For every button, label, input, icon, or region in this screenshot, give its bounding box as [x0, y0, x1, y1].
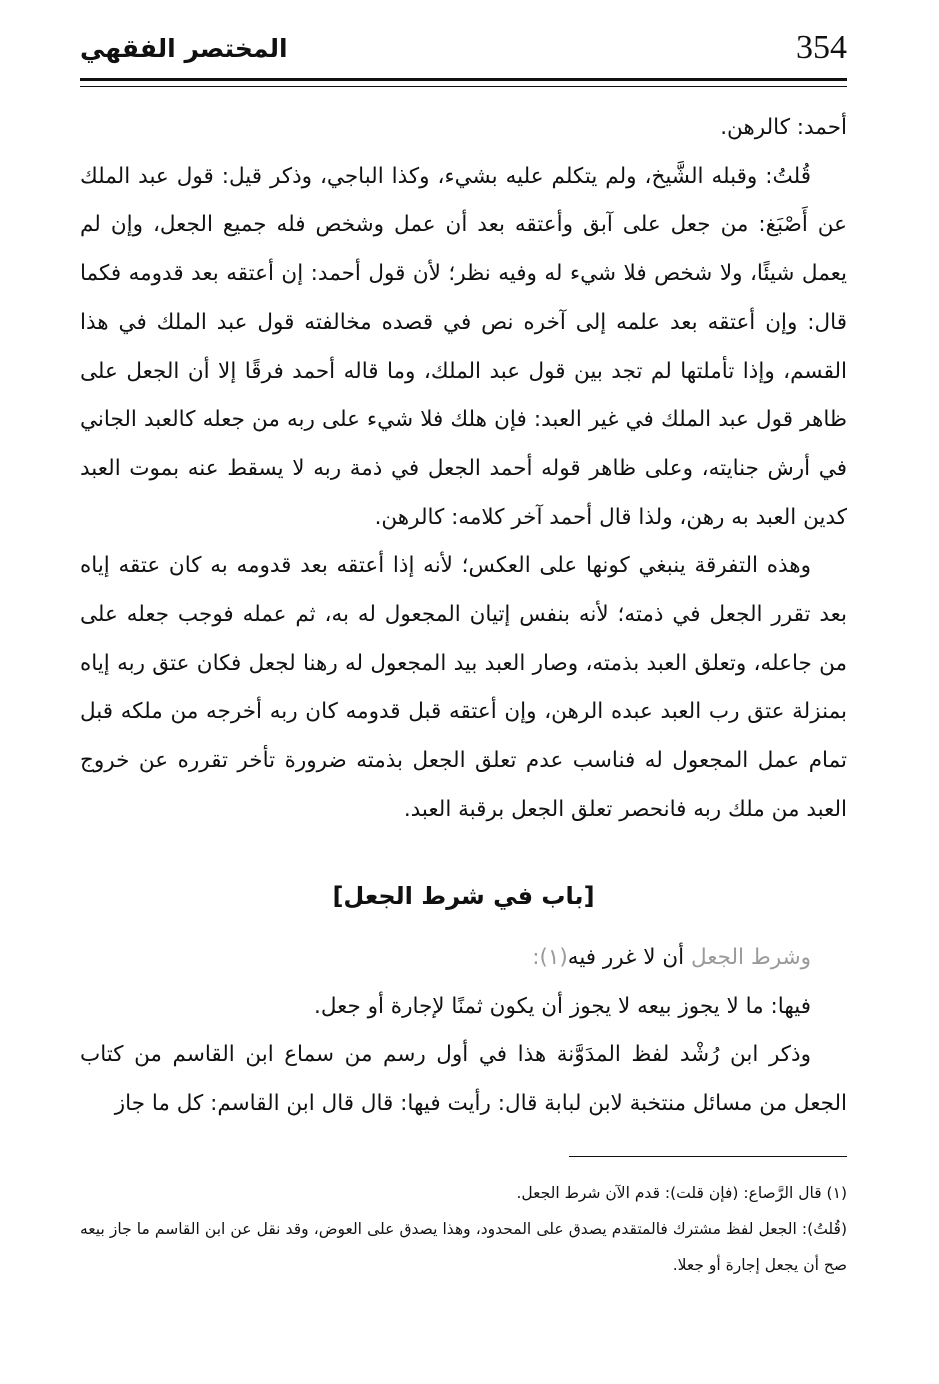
header-rule-thin [80, 86, 847, 87]
running-title: المختصر الفقهي [80, 34, 288, 63]
header-rule-thick [80, 78, 847, 81]
paragraph: أحمد: كالرهن. [720, 115, 847, 140]
footnote-text: قال الرَّصاع: (فإن قلت): قدم الآن شرط الجعل. [516, 1184, 822, 1202]
paragraph: وذكر ابن رُشْد لفظ المدَوَّنة هذا في أول رسم من سماع ابن القاسم من كتاب الجعل من مسائل منتخبة لابن لبابة قال: رأيت فيها: قال قال ابن القاسم: كل ما جاز [80, 1042, 847, 1117]
section-heading: [باب في شرط الجعل] [332, 882, 595, 910]
footnote-marker: (قُلتُ): [801, 1220, 847, 1238]
footnote-marker: (١): [532, 945, 568, 970]
footnote-marker: (١) [826, 1184, 847, 1202]
intro-text: أن لا غرر فيه [567, 945, 685, 970]
faint-text: وشرط الجعل [690, 945, 811, 970]
page-number: 354 [796, 29, 847, 66]
main-text [80, 104, 847, 835]
paragraph: قُلتُ: وقبله الشَّيخ، ولم يتكلم عليه بشيء، وكذا الباجي، وذكر قيل: قول عبد الملك عن أَصْبَغ: من جعل على آبق وأعتقه بعد أن عمل وشخص فله جميع الجعل، وإن لم يعمل شيئًا، ولا شخص فلا شيء له وفيه نظر؛ لأن قول أحمد: إن أعتقه بعد قدومه فكما قال: وإن أعتقه بعد علمه إلى آخره نص في قصده مخالفته قول عبد الملك في هذا القسم، وإذا تأملتها لم تجد بين قول عبد الملك، وما قاله أحمد فرقًا إلا أن الجعل على ظاهر قول عبد الملك في غير العبد: فإن هلك فلا شيء على ربه من جعله كالعبد الجاني في أرش جنايته، وعلى ظاهر قوله أحمد الجعل في ذمة ربه لا يسقط عنه بموت العبد كدين العبد به رهن، ولذا قال أحمد آخر كلامه: كالرهن. [80, 163, 847, 530]
section-intro [80, 934, 847, 983]
footnote [80, 1175, 847, 1211]
footnotes [80, 1175, 847, 1283]
footnote-text: الجعل لفظ مشترك فالمتقدم يصدق على المحدود، وهذا يصدق على العوض، وقد نقل عن ابن القاسم ما جاز بيعه صح أن يجعل إجارة أو جعلا. [80, 1220, 847, 1274]
footnote-separator [569, 1156, 847, 1157]
footnote [80, 1211, 847, 1283]
section-text [80, 934, 847, 1129]
page-header [80, 26, 847, 74]
paragraph: وهذه التفرقة ينبغي كونها على العكس؛ لأنه إذا أعتقه بعد قدومه به كان عتقه إياه بعد تقرر الجعل في ذمته؛ لأنه بنفس إتيان المجعول له به، ثم عمله فوجب جعله على من جاعله، وتعلق العبد بذمته، وصار العبد بيد المجعول له رهنا لجعل فكان عتق ربه إياه بمنزلة عتق رب العبد عبده الرهن، وإن أعتقه قبل قدومه كان ربه أخرجه من ملكه قبل تمام عمل المجعول له فناسب عدم تعلق الجعل بذمته ضرورة تأخر تقرره عن خروج العبد من ملك ربه فانحصر تعلق الجعل برقبة العبد. [80, 553, 847, 822]
paragraph: فيها: ما لا يجوز بيعه لا يجوز أن يكون ثمنًا لإجارة أو جعل. [314, 993, 811, 1019]
